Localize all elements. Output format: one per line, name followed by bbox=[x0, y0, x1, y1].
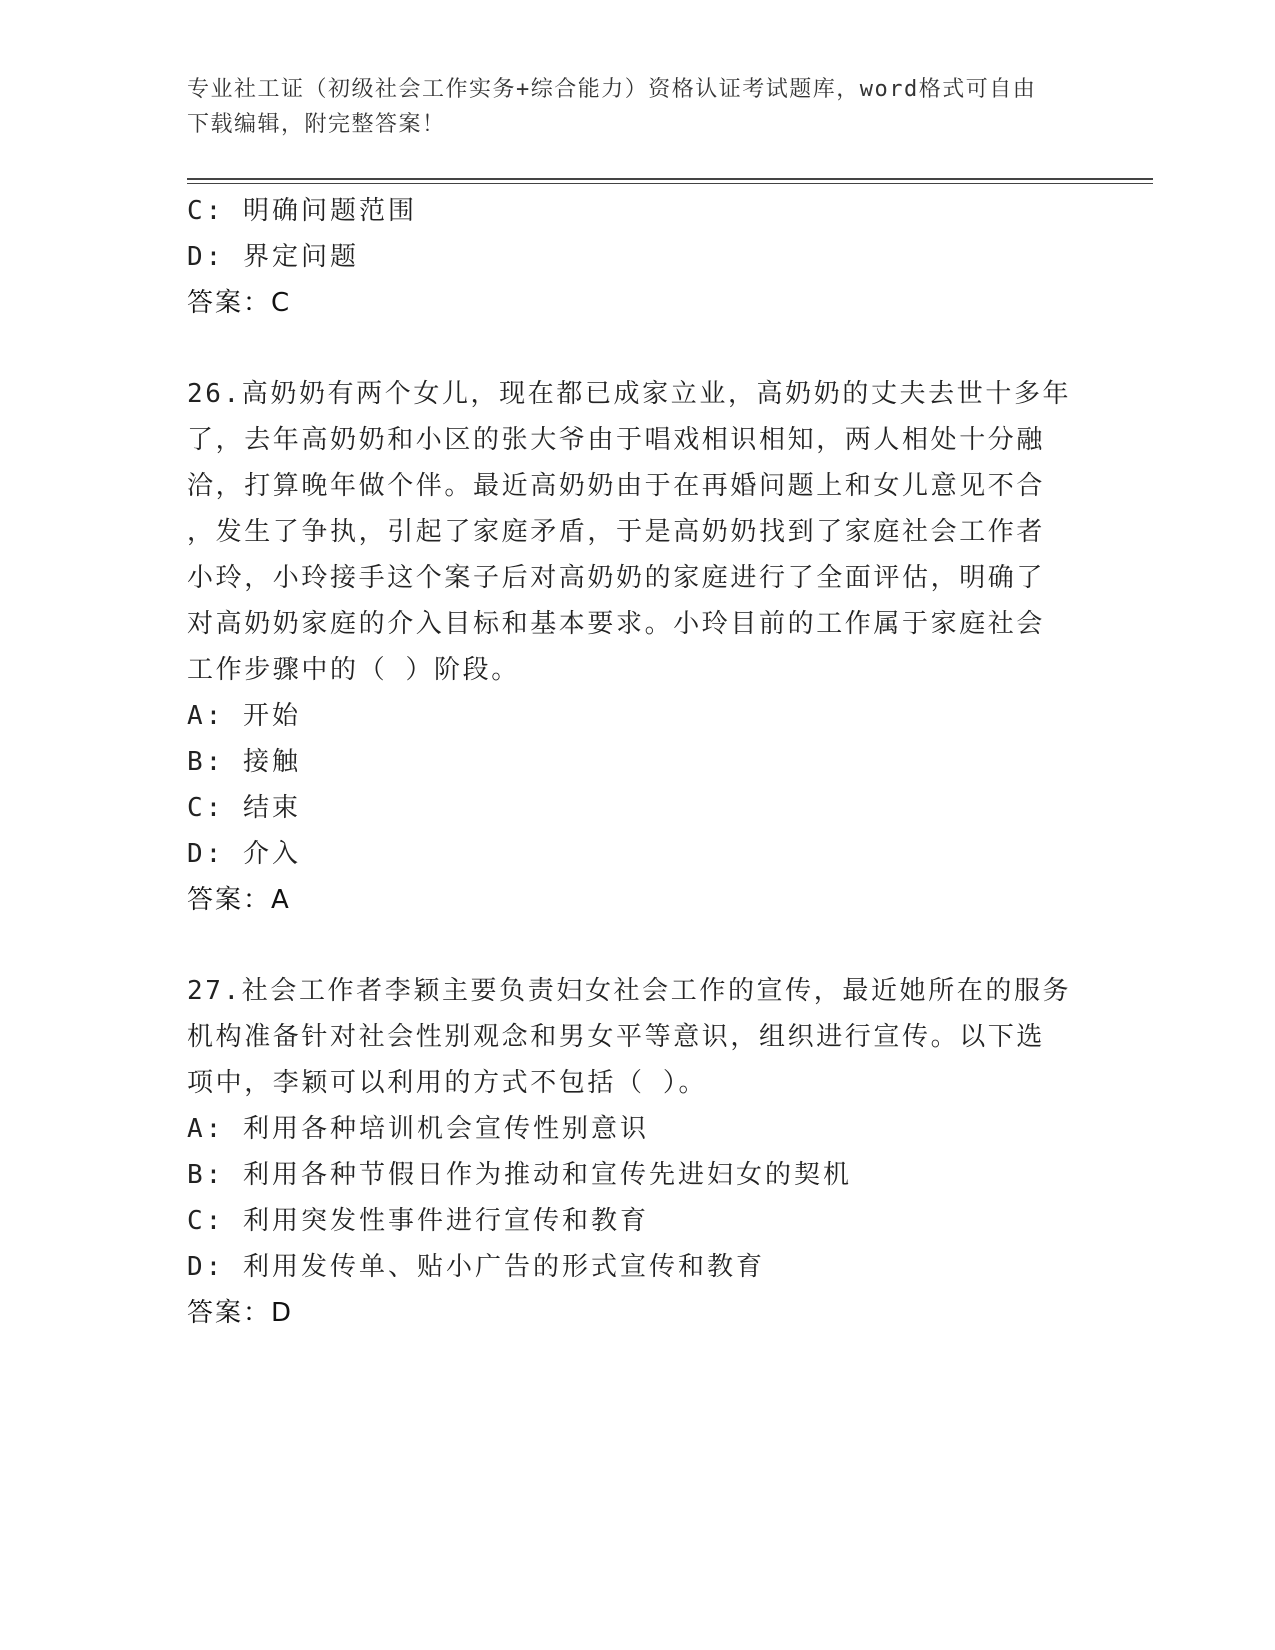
stem-line: 了，去年高奶奶和小区的张大爷由于唱戏相识相知，两人相处十分融 bbox=[187, 425, 1046, 455]
option-b: B: 利用各种节假日作为推动和宣传先进妇女的契机 bbox=[187, 1160, 852, 1190]
option-c: C: 明确问题范围 bbox=[187, 196, 417, 226]
stem-line: 26.高奶奶有两个女儿，现在都已成家立业，高奶奶的丈夫去世十多年 bbox=[187, 379, 1072, 409]
question-26 bbox=[187, 371, 1087, 923]
option-d: D: 介入 bbox=[187, 839, 301, 869]
stem-line: 27.社会工作者李颖主要负责妇女社会工作的宣传，最近她所在的服务 bbox=[187, 976, 1072, 1006]
stem-line: 工作步骤中的（ ）阶段。 bbox=[187, 655, 520, 685]
header-line-2: 下载编辑，附完整答案！ bbox=[187, 112, 446, 137]
option-a: A: 开始 bbox=[187, 701, 301, 731]
question-27 bbox=[187, 968, 1087, 1336]
answer-line: 答案：D bbox=[187, 1298, 294, 1328]
header-line-1: 专业社工证（初级社会工作实务+综合能力）资格认证考试题库，word格式可自由 bbox=[187, 77, 1037, 102]
question-gap bbox=[187, 923, 1087, 968]
question-gap bbox=[187, 326, 1087, 371]
stem-line: 机构准备针对社会性别观念和男女平等意识，组织进行宣传。以下选 bbox=[187, 1022, 1046, 1052]
question-stem bbox=[187, 371, 1087, 693]
stem-line: 小玲，小玲接手这个案子后对高奶奶的家庭进行了全面评估，明确了 bbox=[187, 563, 1046, 593]
header-divider-thick bbox=[187, 178, 1153, 180]
option-c: C: 结束 bbox=[187, 793, 301, 823]
option-b: B: 接触 bbox=[187, 747, 301, 777]
answer-line: 答案：A bbox=[187, 885, 291, 915]
option-c: C: 利用突发性事件进行宣传和教育 bbox=[187, 1206, 649, 1236]
document-body bbox=[187, 188, 1087, 1336]
option-d: D: 利用发传单、贴小广告的形式宣传和教育 bbox=[187, 1252, 765, 1282]
question-stem bbox=[187, 968, 1087, 1106]
header-divider-thin bbox=[187, 183, 1153, 184]
answer-line: 答案：C bbox=[187, 288, 292, 318]
stem-line: ，发生了争执，引起了家庭矛盾，于是高奶奶找到了家庭社会工作者 bbox=[187, 517, 1046, 547]
stem-line: 对高奶奶家庭的介入目标和基本要求。小玲目前的工作属于家庭社会 bbox=[187, 609, 1046, 639]
stem-line: 项中，李颖可以利用的方式不包括（ ）。 bbox=[187, 1068, 708, 1098]
option-a: A: 利用各种培训机会宣传性别意识 bbox=[187, 1114, 649, 1144]
question-25-tail bbox=[187, 188, 1087, 326]
stem-line: 洽，打算晚年做个伴。最近高奶奶由于在再婚问题上和女儿意见不合 bbox=[187, 471, 1046, 501]
document-header bbox=[187, 72, 1087, 142]
option-d: D: 界定问题 bbox=[187, 242, 359, 272]
